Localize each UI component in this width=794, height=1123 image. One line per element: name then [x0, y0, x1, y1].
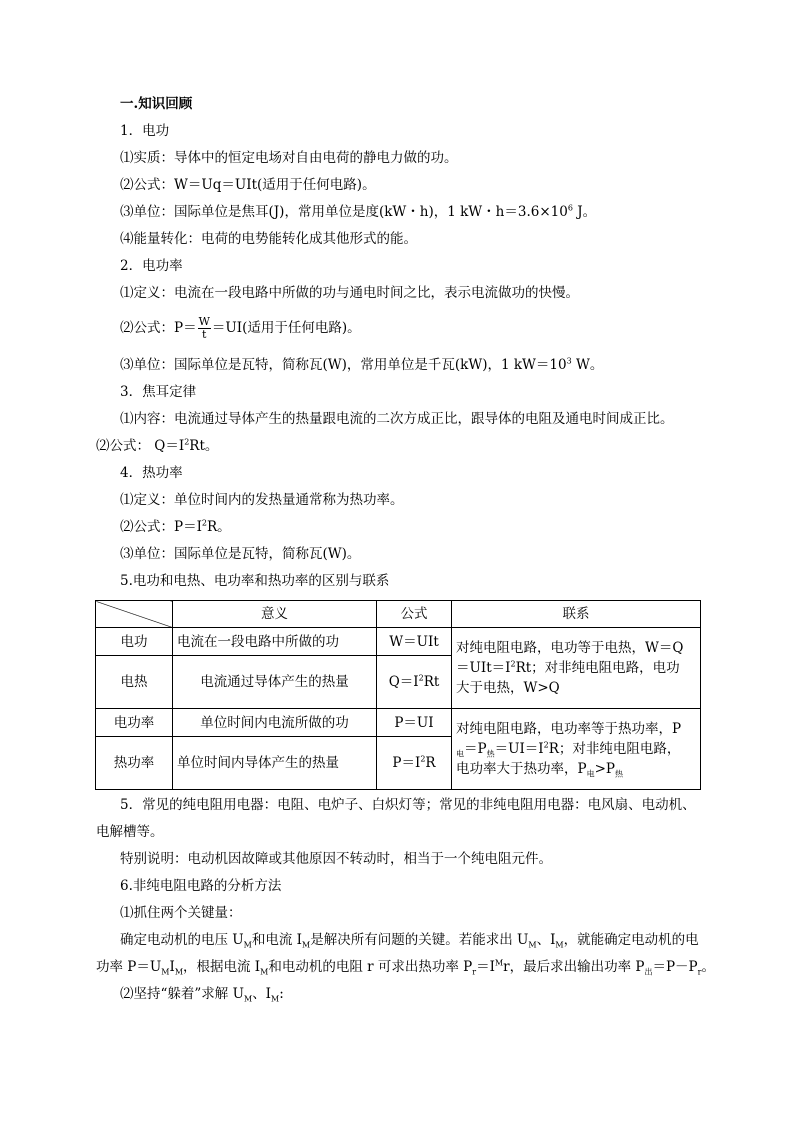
- appliances-line-2: 电解槽等。: [96, 824, 164, 840]
- heat-power-definition: ⑴定义：单位时间内的发热量通常称为热功率。: [120, 492, 404, 508]
- comparison-table: [95, 600, 701, 790]
- appliances-line-1: 5．常见的纯电阻用电器：电阻、电炉子、白炽灯等；常见的非纯电阻用电器：电风扇、电动机、: [120, 797, 696, 813]
- header-meaning: 意义: [173, 601, 377, 628]
- electric-power-title: 2．电功率: [120, 258, 183, 274]
- row-formula-electric-work: W＝UIt: [377, 628, 452, 656]
- row-meaning-electric-heat: 电流通过导体产生的热量: [173, 656, 377, 709]
- table-header-row: [96, 601, 701, 628]
- section-heading: 一.知识回顾: [120, 96, 193, 112]
- row-meaning-heat-power: 单位时间内导体产生的热量: [173, 737, 377, 790]
- row-name-heat-power: 热功率: [96, 737, 173, 790]
- relation-work-heat: 对纯电阻电路，电功等于电热，W＝Q $=UIt=I^2Rt$；对非纯电阻电路，电功 大于电热，W>Q: [452, 628, 701, 709]
- special-note: 特别说明：电动机因故障或其他原因不转动时，相当于一个纯电阻元件。: [120, 851, 552, 867]
- table-row: [96, 628, 701, 656]
- row-formula-electric-power: P＝UI: [377, 709, 452, 737]
- relation-power-heatpower: 对纯电阻电路，电功率等于热功率，P $_电=P_热=UI=I^2R$；对非纯电阻电路， 电功率大于热功率，$P_电>P_热$: [452, 709, 701, 790]
- electric-work-title: 1．电功: [120, 123, 170, 139]
- heat-power-title: 4．热功率: [120, 465, 183, 481]
- electric-power-definition: ⑴定义：电流在一段电路中所做的功与通电时间之比，表示电流做功的快慢。: [120, 285, 579, 301]
- joule-law-formula: ⑵公式： $Q=I^2Rt$。: [96, 437, 219, 454]
- electric-work-energy: ⑷能量转化：电荷的电势能转化成其他形式的能。: [120, 231, 417, 247]
- row-formula-heat-power: $P=I^2R$: [377, 737, 452, 790]
- electric-work-essence: ⑴实质：导体中的恒定电场对自由电荷的静电力做的功。: [120, 150, 458, 166]
- key-quantities-line-1: 确定电动机的电压 $U_M$和电流 $I_M$是解决所有问题的关键。若能求出 $U_M$、$I_M$，就能确定电动机的电: [120, 932, 699, 950]
- header-formula: 公式: [377, 601, 452, 628]
- fraction-w-over-t: $\frac{W}{t}$: [198, 315, 210, 341]
- row-meaning-electric-work: 电流在一段电路中所做的功: [173, 628, 377, 656]
- electric-work-formula: ⑵公式：W＝Uq＝UIt(适用于任何电路)。: [120, 177, 376, 193]
- row-name-electric-power: 电功率: [96, 709, 173, 737]
- joule-law-content: ⑴内容：电流通过导体产生的热量跟电流的二次方成正比，跟导体的电阻及通电时间成正比。: [120, 411, 674, 427]
- key-quantities-line-2: 功率 $P=U_MI_M$，根据电流 $I_M$和电动机的电阻 r 可求出热功率 $P_r=I^Mr$，最后求出输出功率 $P_出=P-P_r$。: [96, 958, 715, 977]
- electric-power-formula: ⑵公式：P＝ $\frac{W}{t}$ ＝UI(适用于任何电路)。: [120, 315, 361, 341]
- nonpure-analysis-title: 6.非纯电阻电路的分析方法: [120, 878, 282, 894]
- row-formula-electric-heat: $Q=I^2Rt$: [377, 656, 452, 709]
- table-row: [96, 709, 701, 737]
- heat-power-formula: ⑵公式：$P=I^2R$。: [120, 518, 231, 535]
- row-name-electric-work: 电功: [96, 628, 173, 656]
- joule-law-title: 3．焦耳定律: [120, 384, 197, 400]
- row-name-electric-heat: 电热: [96, 656, 173, 709]
- heat-power-unit: ⑶单位：国际单位是瓦特，简称瓦(W)。: [120, 546, 361, 562]
- electric-power-unit: ⑶单位：国际单位是瓦特，简称瓦(W)，常用单位是千瓦(kW)，1 $kW=10^3$ W。: [120, 356, 604, 373]
- row-meaning-electric-power: 单位时间内电流所做的功: [173, 709, 377, 737]
- comparison-title: 5.电功和电热、电功率和热功率的区别与联系: [120, 573, 390, 589]
- header-relation: 联系: [452, 601, 701, 628]
- key-quantities-heading: ⑴抓住两个关键量：: [120, 905, 242, 921]
- solve-um-im-line: ⑵坚持“躲着”求解 $U_M$、$I_M$:: [120, 986, 284, 1004]
- table-corner-cell: [96, 601, 173, 628]
- electric-work-unit: ⑶单位：国际单位是焦耳(J)，常用单位是度(kW・h)，1 kW・$h=3.6\times 10^6$ J。: [120, 203, 597, 220]
